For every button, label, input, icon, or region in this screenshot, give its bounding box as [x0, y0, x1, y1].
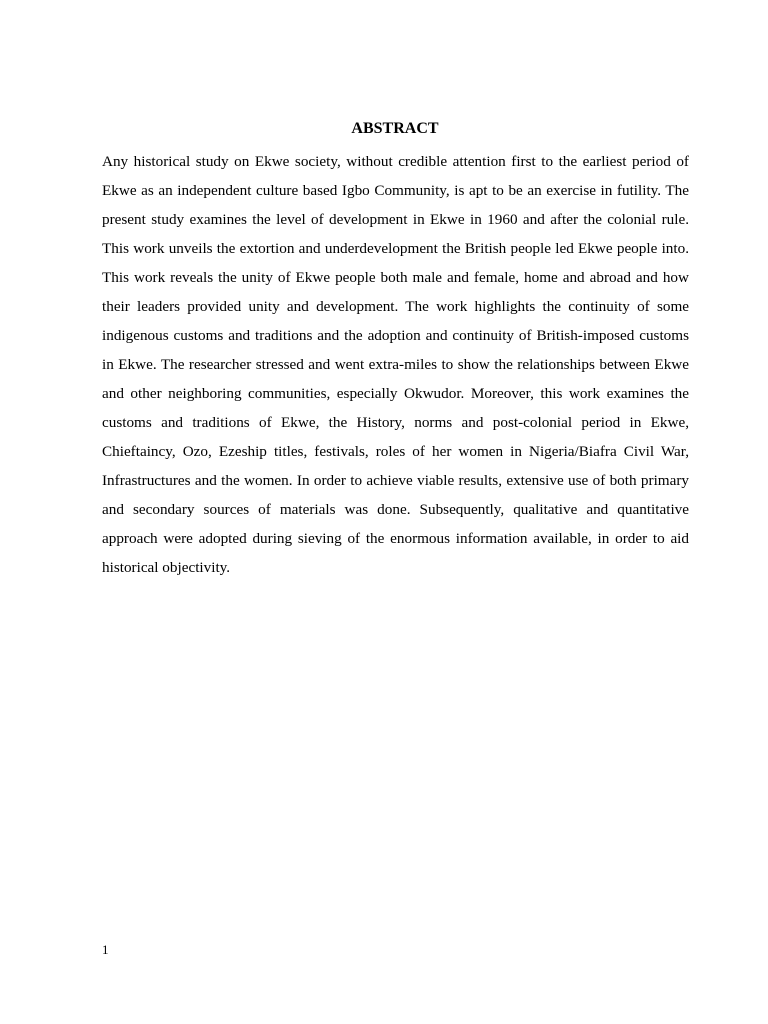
abstract-paragraph: Any historical study on Ekwe society, without credible attention first to the earliest period of Ekwe as an independent culture based Igbo Community, is apt to be an exercise in futility. The present study examines the level of development in Ekwe in 1960 and after the colonial rule. This work unveils the extortion and underdevelopment the British people led Ekwe people into. This work reveals the unity of Ekwe people both male and female, home and abroad and how their leaders provided unity and development. The work highlights the continuity of some indigenous customs and traditions and the adoption and continuity of British-imposed customs in Ekwe. The researcher stressed and went extra-miles to show the relationships between Ekwe and other neighboring communities, especially Okwudor. Moreover, this work examines the customs and traditions of Ekwe, the History, norms and post-colonial period in Ekwe, Chieftaincy, Ozo, Ezeship titles, festivals, roles of her women in Nigeria/Biafra Civil War, Infrastructures and the women. In order to achieve viable results, extensive use of both primary and secondary sources of materials was done. Subsequently, qualitative and quantitative approach were adopted during sieving of the enormous information available, in order to aid historical objectivity. [102, 153, 689, 576]
page-number: 1 [102, 942, 109, 957]
page-title: ABSTRACT [351, 120, 439, 137]
